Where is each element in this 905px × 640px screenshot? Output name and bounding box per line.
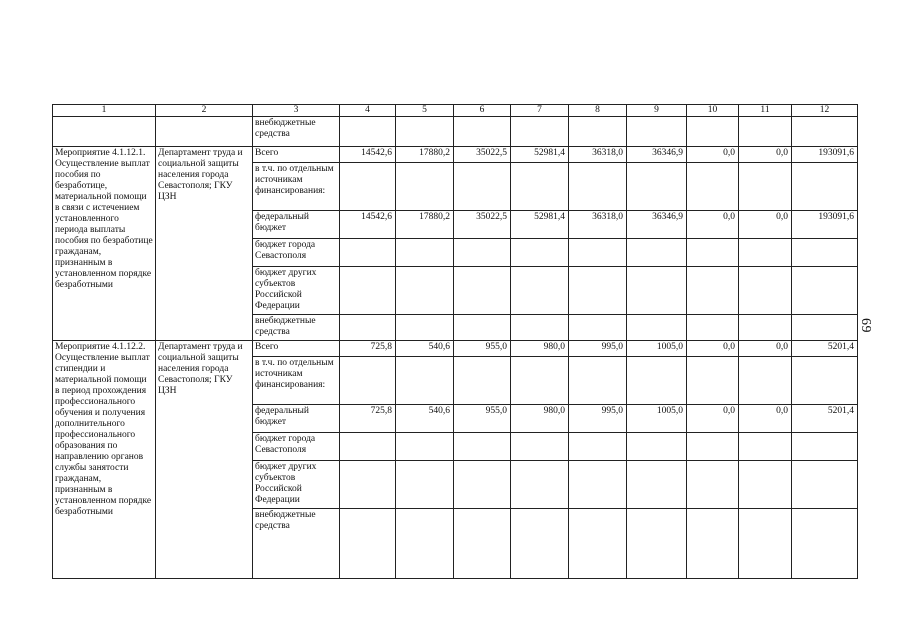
- value-cell: 5201,4: [792, 405, 858, 433]
- value-cell: [569, 357, 627, 405]
- value-cell: [511, 239, 569, 267]
- measure-name: Мероприятие 4.1.12.1. Осуществление выплат пособия по безработице, материальной помощи в связи с истечением установленного периода выплаты пособия по безработице гражданам, признанным в установленном порядке безработными: [53, 147, 156, 341]
- value-cell: [687, 357, 739, 405]
- value-cell: 955,0: [454, 405, 511, 433]
- value-cell: [340, 509, 396, 579]
- value-cell: [687, 239, 739, 267]
- value-cell: [569, 163, 627, 211]
- value-cell: 14542,6: [340, 211, 396, 239]
- value-cell: [687, 433, 739, 461]
- source-cell: бюджет города Севастополя: [253, 433, 340, 461]
- value-cell: [511, 357, 569, 405]
- value-cell: [627, 239, 687, 267]
- value-cell: [396, 509, 454, 579]
- value-cell: 540,6: [396, 341, 454, 357]
- col-header: 10: [687, 105, 739, 117]
- value-cell: 17880,2: [396, 147, 454, 163]
- value-cell: [340, 357, 396, 405]
- col-header: 1: [53, 105, 156, 117]
- value-cell: [792, 239, 858, 267]
- value-cell: [511, 461, 569, 509]
- value-cell: 725,8: [340, 405, 396, 433]
- value-cell: [627, 461, 687, 509]
- value-cell: [627, 433, 687, 461]
- value-cell: [792, 267, 858, 315]
- value-cell: [569, 433, 627, 461]
- value-cell: [569, 509, 627, 579]
- value-cell: 540,6: [396, 405, 454, 433]
- value-cell: [792, 433, 858, 461]
- value-cell: [454, 315, 511, 341]
- value-cell: 1005,0: [627, 341, 687, 357]
- source-cell: бюджет других субъектов Российской Федерации: [253, 461, 340, 509]
- value-cell: [396, 239, 454, 267]
- col-header: 9: [627, 105, 687, 117]
- value-cell: [340, 433, 396, 461]
- value-cell: [739, 163, 792, 211]
- value-cell: [396, 267, 454, 315]
- header-row: [53, 105, 858, 117]
- value-cell: [511, 315, 569, 341]
- value-cell: [454, 461, 511, 509]
- value-cell: [627, 163, 687, 211]
- value-cell: [792, 315, 858, 341]
- col-header: 3: [253, 105, 340, 117]
- executor: Департамент труда и социальной защиты населения города Севастополя; ГКУ ЦЗН: [156, 147, 253, 341]
- value-cell: [454, 239, 511, 267]
- value-cell: 52981,4: [511, 211, 569, 239]
- value-cell: [687, 163, 739, 211]
- value-cell: 725,8: [340, 341, 396, 357]
- value-cell: [340, 163, 396, 211]
- value-cell: [627, 357, 687, 405]
- value-cell: [739, 433, 792, 461]
- value-cell: 17880,2: [396, 211, 454, 239]
- value-cell: [569, 267, 627, 315]
- value-cell: [340, 239, 396, 267]
- value-cell: 0,0: [739, 341, 792, 357]
- col-header: 4: [340, 105, 396, 117]
- source-cell: внебюджетные средства: [253, 315, 340, 341]
- value-cell: [396, 357, 454, 405]
- value-cell: [340, 461, 396, 509]
- value-cell: [739, 239, 792, 267]
- col-header: 5: [396, 105, 454, 117]
- value-cell: 0,0: [739, 211, 792, 239]
- col-header: 7: [511, 105, 569, 117]
- col-header: 12: [792, 105, 858, 117]
- value-cell: [454, 163, 511, 211]
- financing-table: [52, 104, 858, 579]
- value-cell: [396, 461, 454, 509]
- col-header: 8: [569, 105, 627, 117]
- value-cell: [511, 433, 569, 461]
- value-cell: [569, 461, 627, 509]
- value-cell: 0,0: [687, 211, 739, 239]
- value-cell: [792, 509, 858, 579]
- value-cell: [511, 267, 569, 315]
- value-cell: 193091,6: [792, 211, 858, 239]
- value-cell: 955,0: [454, 341, 511, 357]
- table-row: [53, 147, 858, 163]
- value-cell: [627, 267, 687, 315]
- value-cell: [687, 461, 739, 509]
- value-cell: 36346,9: [627, 147, 687, 163]
- value-cell: [627, 509, 687, 579]
- value-cell: 0,0: [687, 341, 739, 357]
- value-cell: [792, 461, 858, 509]
- table-row: [53, 341, 858, 357]
- value-cell: [569, 315, 627, 341]
- value-cell: [739, 267, 792, 315]
- value-cell: 1005,0: [627, 405, 687, 433]
- page-number: 69: [858, 318, 873, 333]
- value-cell: [396, 433, 454, 461]
- value-cell: 980,0: [511, 405, 569, 433]
- value-cell: [396, 163, 454, 211]
- measure-name: Мероприятие 4.1.12.2. Осуществление выплат стипендии и материальной помощи в период прохождения профессионального обучения и получения дополнительного профессионального образования по направлению органов службы занятости гражданам, признанным в установленном порядке безработными: [53, 341, 156, 579]
- source-cell: бюджет других субъектов Российской Федерации: [253, 267, 340, 315]
- value-cell: [627, 315, 687, 341]
- value-cell: [511, 163, 569, 211]
- col-header: 11: [739, 105, 792, 117]
- source-cell: Всего: [253, 147, 340, 163]
- value-cell: [792, 163, 858, 211]
- value-cell: 36318,0: [569, 147, 627, 163]
- value-cell: [454, 509, 511, 579]
- value-cell: [454, 357, 511, 405]
- source-cell: в т.ч. по отдельным источникам финансирования:: [253, 163, 340, 211]
- value-cell: [396, 315, 454, 341]
- value-cell: 35022,5: [454, 211, 511, 239]
- value-cell: [340, 267, 396, 315]
- value-cell: [340, 315, 396, 341]
- value-cell: [792, 357, 858, 405]
- value-cell: 5201,4: [792, 341, 858, 357]
- value-cell: 995,0: [569, 405, 627, 433]
- value-cell: 35022,5: [454, 147, 511, 163]
- value-cell: 36346,9: [627, 211, 687, 239]
- value-cell: [454, 267, 511, 315]
- value-cell: 193091,6: [792, 147, 858, 163]
- col-header: 6: [454, 105, 511, 117]
- source-cell: бюджет города Севастополя: [253, 239, 340, 267]
- value-cell: [569, 239, 627, 267]
- value-cell: [739, 461, 792, 509]
- value-cell: [687, 509, 739, 579]
- value-cell: [739, 357, 792, 405]
- value-cell: 980,0: [511, 341, 569, 357]
- source-cell: федеральный бюджет: [253, 405, 340, 433]
- table-row: [53, 117, 858, 147]
- value-cell: [454, 433, 511, 461]
- value-cell: [739, 509, 792, 579]
- value-cell: [687, 267, 739, 315]
- value-cell: 36318,0: [569, 211, 627, 239]
- value-cell: 995,0: [569, 341, 627, 357]
- value-cell: [511, 509, 569, 579]
- value-cell: 0,0: [687, 147, 739, 163]
- value-cell: 14542,6: [340, 147, 396, 163]
- value-cell: 52981,4: [511, 147, 569, 163]
- executor: Департамент труда и социальной защиты населения города Севастополя; ГКУ ЦЗН: [156, 341, 253, 579]
- source-cell: в т.ч. по отдельным источникам финансирования:: [253, 357, 340, 405]
- value-cell: [687, 315, 739, 341]
- source-cell: Всего: [253, 341, 340, 357]
- value-cell: 0,0: [739, 405, 792, 433]
- col-header: 2: [156, 105, 253, 117]
- source-cell: внебюджетные средства: [253, 509, 340, 579]
- value-cell: 0,0: [739, 147, 792, 163]
- value-cell: [739, 315, 792, 341]
- source-cell: федеральный бюджет: [253, 211, 340, 239]
- source-cell: внебюджетные средства: [253, 117, 340, 147]
- value-cell: 0,0: [687, 405, 739, 433]
